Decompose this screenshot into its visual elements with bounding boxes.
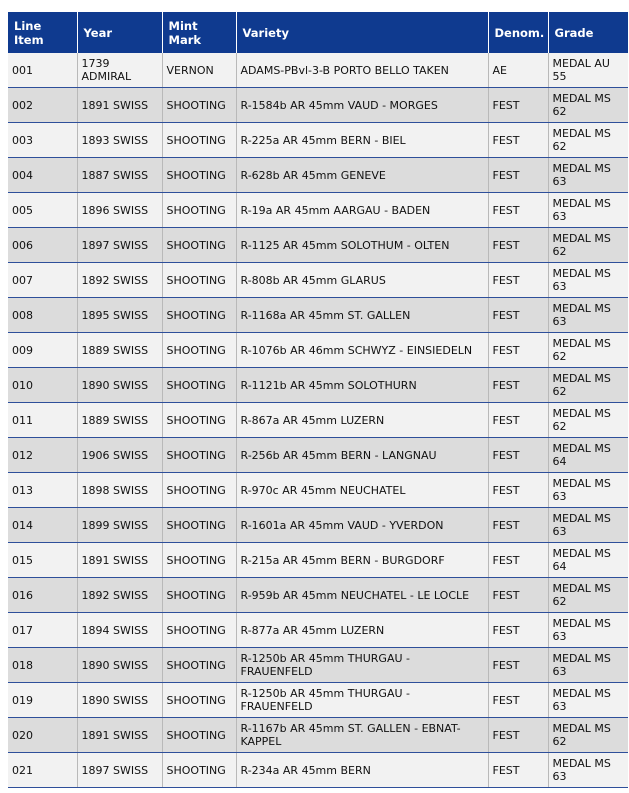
cell-grade: MEDAL MS 63 [548,753,628,788]
table-row [8,438,628,473]
cell-denom: FEST [488,403,548,438]
table-row [8,683,628,718]
cell-denom: FEST [488,263,548,298]
cell-year: 1906 SWISS [77,438,162,473]
cell-line-item: 019 [8,683,77,718]
cell-grade: MEDAL MS 62 [548,228,628,263]
cell-year: 1890 SWISS [77,683,162,718]
cell-grade: MEDAL MS 62 [548,88,628,123]
cell-denom: FEST [488,123,548,158]
header-variety: Variety [236,12,488,53]
cell-mint-mark: SHOOTING [162,683,236,718]
cell-mint-mark: SHOOTING [162,753,236,788]
cell-grade: MEDAL MS 63 [548,473,628,508]
cell-line-item: 011 [8,403,77,438]
cell-denom: FEST [488,88,548,123]
cell-mint-mark: SHOOTING [162,228,236,263]
cell-line-item: 018 [8,648,77,683]
cell-mint-mark: SHOOTING [162,193,236,228]
cell-grade: MEDAL MS 62 [548,123,628,158]
cell-denom: FEST [488,158,548,193]
header-denom: Denom. [488,12,548,53]
cell-grade: MEDAL AU 55 [548,53,628,88]
header-grade: Grade [548,12,628,53]
cell-line-item: 007 [8,263,77,298]
cell-grade: MEDAL MS 64 [548,543,628,578]
cell-denom: FEST [488,648,548,683]
cell-grade: MEDAL MS 62 [548,718,628,753]
cell-line-item: 021 [8,753,77,788]
lot-table [8,12,628,788]
cell-grade: MEDAL MS 62 [548,368,628,403]
cell-line-item: 002 [8,88,77,123]
cell-variety: R-867a AR 45mm LUZERN [236,403,488,438]
cell-mint-mark: SHOOTING [162,263,236,298]
cell-mint-mark: SHOOTING [162,718,236,753]
table-row [8,753,628,788]
cell-variety: R-1584b AR 45mm VAUD - MORGES [236,88,488,123]
cell-mint-mark: SHOOTING [162,613,236,648]
header-year: Year [77,12,162,53]
cell-line-item: 004 [8,158,77,193]
cell-denom: FEST [488,368,548,403]
cell-year: 1896 SWISS [77,193,162,228]
cell-denom: FEST [488,333,548,368]
cell-line-item: 015 [8,543,77,578]
cell-line-item: 013 [8,473,77,508]
table-row [8,228,628,263]
header-row [8,12,628,53]
cell-year: 1890 SWISS [77,368,162,403]
cell-denom: FEST [488,193,548,228]
table-row [8,543,628,578]
cell-year: 1892 SWISS [77,578,162,613]
cell-grade: MEDAL MS 63 [548,193,628,228]
table-row [8,88,628,123]
cell-variety: R-1167b AR 45mm ST. GALLEN - EBNAT-KAPPEL [236,718,488,753]
cell-line-item: 003 [8,123,77,158]
table-row [8,473,628,508]
cell-denom: FEST [488,298,548,333]
cell-denom: FEST [488,543,548,578]
cell-grade: MEDAL MS 63 [548,683,628,718]
cell-line-item: 016 [8,578,77,613]
cell-grade: MEDAL MS 62 [548,403,628,438]
cell-line-item: 014 [8,508,77,543]
cell-variety: R-256b AR 45mm BERN - LANGNAU [236,438,488,473]
cell-mint-mark: VERNON [162,53,236,88]
cell-line-item: 001 [8,53,77,88]
table-row [8,613,628,648]
cell-mint-mark: SHOOTING [162,648,236,683]
cell-mint-mark: SHOOTING [162,298,236,333]
cell-grade: MEDAL MS 63 [548,508,628,543]
cell-line-item: 012 [8,438,77,473]
cell-year: 1898 SWISS [77,473,162,508]
cell-year: 1739 ADMIRAL [77,53,162,88]
cell-line-item: 009 [8,333,77,368]
cell-mint-mark: SHOOTING [162,543,236,578]
cell-grade: MEDAL MS 63 [548,158,628,193]
cell-denom: FEST [488,508,548,543]
table-row [8,158,628,193]
table-row [8,298,628,333]
cell-grade: MEDAL MS 63 [548,263,628,298]
cell-year: 1893 SWISS [77,123,162,158]
table-row [8,403,628,438]
cell-variety: R-215a AR 45mm BERN - BURGDORF [236,543,488,578]
table-row [8,333,628,368]
cell-year: 1897 SWISS [77,228,162,263]
cell-line-item: 005 [8,193,77,228]
cell-mint-mark: SHOOTING [162,88,236,123]
cell-grade: MEDAL MS 63 [548,648,628,683]
cell-denom: FEST [488,473,548,508]
cell-mint-mark: SHOOTING [162,473,236,508]
cell-variety: R-1168a AR 45mm ST. GALLEN [236,298,488,333]
cell-variety: R-959b AR 45mm NEUCHATEL - LE LOCLE [236,578,488,613]
cell-line-item: 017 [8,613,77,648]
table-row [8,368,628,403]
cell-denom: FEST [488,718,548,753]
cell-year: 1895 SWISS [77,298,162,333]
cell-denom: FEST [488,753,548,788]
cell-line-item: 006 [8,228,77,263]
table-body [8,53,628,788]
cell-grade: MEDAL MS 63 [548,613,628,648]
cell-grade: MEDAL MS 64 [548,438,628,473]
cell-line-item: 010 [8,368,77,403]
cell-grade: MEDAL MS 62 [548,333,628,368]
cell-mint-mark: SHOOTING [162,403,236,438]
cell-variety: R-970c AR 45mm NEUCHATEL [236,473,488,508]
header-mint-mark: Mint Mark [162,12,236,53]
cell-denom: FEST [488,438,548,473]
table-row [8,648,628,683]
cell-variety: R-1250b AR 45mm THURGAU - FRAUENFELD [236,648,488,683]
cell-variety: R-1076b AR 46mm SCHWYZ - EINSIEDELN [236,333,488,368]
cell-mint-mark: SHOOTING [162,508,236,543]
cell-year: 1894 SWISS [77,613,162,648]
table-row [8,718,628,753]
cell-year: 1899 SWISS [77,508,162,543]
cell-year: 1892 SWISS [77,263,162,298]
cell-grade: MEDAL MS 63 [548,298,628,333]
cell-year: 1890 SWISS [77,648,162,683]
table-row [8,53,628,88]
cell-variety: R-225a AR 45mm BERN - BIEL [236,123,488,158]
cell-variety: R-628b AR 45mm GENEVE [236,158,488,193]
table-row [8,263,628,298]
cell-line-item: 020 [8,718,77,753]
cell-mint-mark: SHOOTING [162,368,236,403]
cell-denom: FEST [488,613,548,648]
cell-variety: R-19a AR 45mm AARGAU - BADEN [236,193,488,228]
cell-variety: ADAMS-PBvl-3-B PORTO BELLO TAKEN [236,53,488,88]
table-row [8,578,628,613]
table-header [8,12,628,53]
cell-year: 1889 SWISS [77,403,162,438]
cell-variety: R-1250b AR 45mm THURGAU - FRAUENFELD [236,683,488,718]
header-line-item: Line Item [8,12,77,53]
cell-denom: FEST [488,683,548,718]
cell-year: 1891 SWISS [77,88,162,123]
cell-year: 1889 SWISS [77,333,162,368]
cell-year: 1891 SWISS [77,543,162,578]
cell-variety: R-1601a AR 45mm VAUD - YVERDON [236,508,488,543]
cell-year: 1897 SWISS [77,753,162,788]
table-row [8,123,628,158]
cell-mint-mark: SHOOTING [162,438,236,473]
cell-grade: MEDAL MS 62 [548,578,628,613]
cell-mint-mark: SHOOTING [162,333,236,368]
cell-variety: R-1125 AR 45mm SOLOTHUM - OLTEN [236,228,488,263]
table-row [8,508,628,543]
cell-variety: R-877a AR 45mm LUZERN [236,613,488,648]
cell-variety: R-234a AR 45mm BERN [236,753,488,788]
cell-denom: FEST [488,578,548,613]
cell-year: 1887 SWISS [77,158,162,193]
cell-denom: FEST [488,228,548,263]
cell-line-item: 008 [8,298,77,333]
cell-year: 1891 SWISS [77,718,162,753]
table-row [8,193,628,228]
cell-mint-mark: SHOOTING [162,578,236,613]
cell-denom: AE [488,53,548,88]
cell-mint-mark: SHOOTING [162,158,236,193]
cell-variety: R-1121b AR 45mm SOLOTHURN [236,368,488,403]
cell-mint-mark: SHOOTING [162,123,236,158]
cell-variety: R-808b AR 45mm GLARUS [236,263,488,298]
